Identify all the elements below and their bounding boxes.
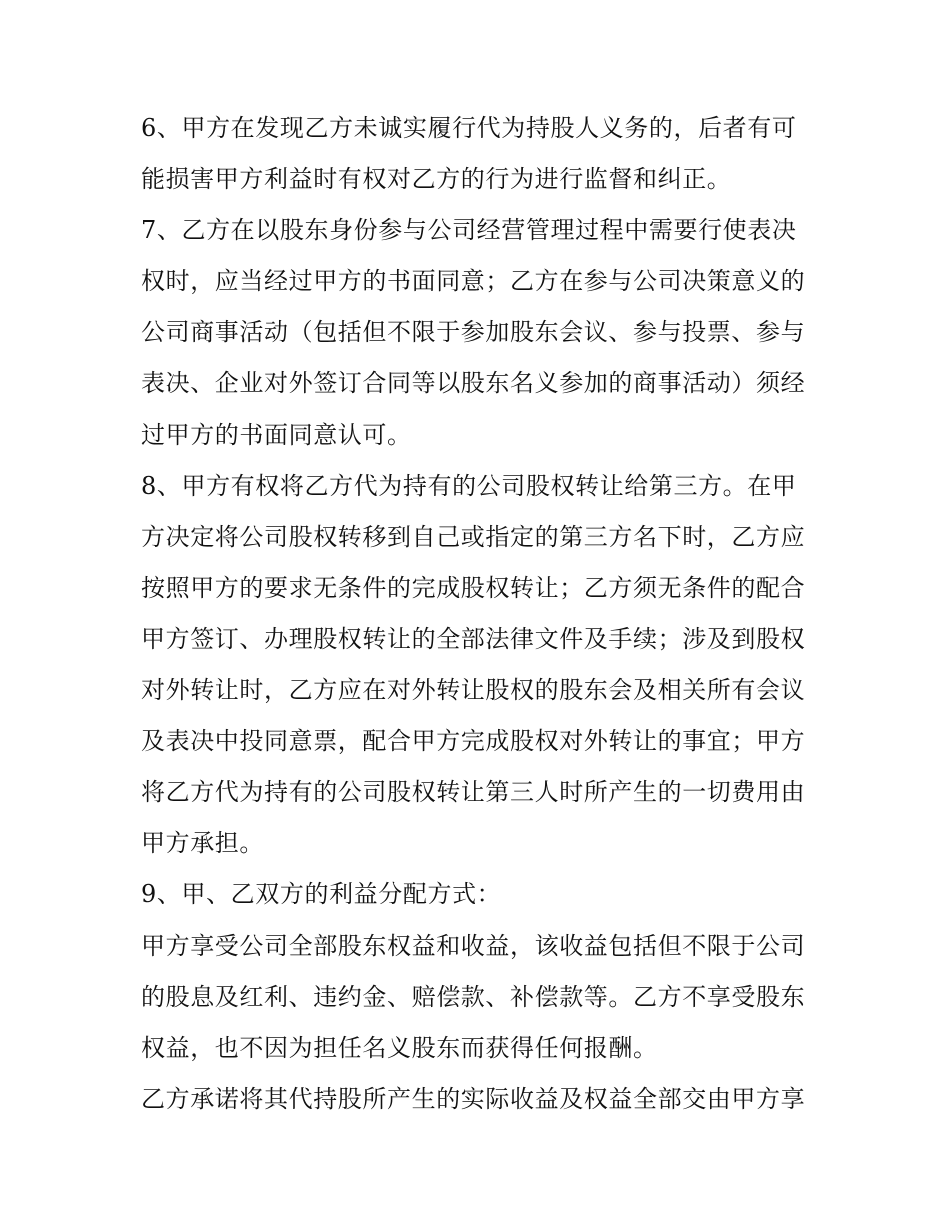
document-body xyxy=(141,103,821,1125)
text-line-17: 甲方享受公司全部股东权益和收益，该收益包括但不限于公司 xyxy=(141,931,806,960)
text-line-20: 乙方承诺将其代持股所产生的实际收益及权益全部交由甲方享 xyxy=(141,1084,806,1113)
text-line-10: 按照甲方的要求无条件的完成股权转让；乙方须无条件的配合 xyxy=(141,573,806,602)
text-line-14: 将乙方代为持有的公司股权转让第三人时所产生的一切费用由 xyxy=(141,778,806,807)
text-line-16: 9、甲、乙双方的利益分配方式： xyxy=(141,880,502,909)
text-line-2: 能损害甲方利益时有权对乙方的行为进行监督和纠正。 xyxy=(141,165,732,194)
text-line-7: 过甲方的书面同意认可。 xyxy=(141,420,412,449)
text-line-4: 权时，应当经过甲方的书面同意；乙方在参与公司决策意义的 xyxy=(141,267,806,296)
text-line-1: 6、甲方在发现乙方未诚实履行代为持股人义务的，后者有可 xyxy=(141,114,797,142)
text-line-8: 8、甲方有权将乙方代为持有的公司股权转让给第三方。在甲 xyxy=(141,471,797,500)
text-line-11: 甲方签订、办理股权转让的全部法律文件及手续；涉及到股权 xyxy=(141,624,806,653)
text-line-5: 公司商事活动（包括但不限于参加股东会议、参与投票、参与 xyxy=(141,318,806,347)
text-line-13: 及表决中投同意票，配合甲方完成股权对外转让的事宜；甲方 xyxy=(141,727,806,756)
text-line-12: 对外转让时，乙方应在对外转让股权的股东会及相关所有会议 xyxy=(141,676,806,705)
text-line-18: 的股息及红利、违约金、赔偿款、补偿款等。乙方不享受股东 xyxy=(141,982,806,1011)
text-line-15: 甲方承担。 xyxy=(141,829,264,858)
text-line-6: 表决、企业对外签订合同等以股东名义参加的商事活动）须经 xyxy=(141,369,806,398)
text-line-3: 7、乙方在以股东身份参与公司经营管理过程中需要行使表决 xyxy=(141,216,797,245)
text-line-9: 方决定将公司股权转移到自己或指定的第三方名下时，乙方应 xyxy=(141,522,806,551)
text-line-19: 权益，也不因为担任名义股东而获得任何报酬。 xyxy=(141,1033,658,1062)
